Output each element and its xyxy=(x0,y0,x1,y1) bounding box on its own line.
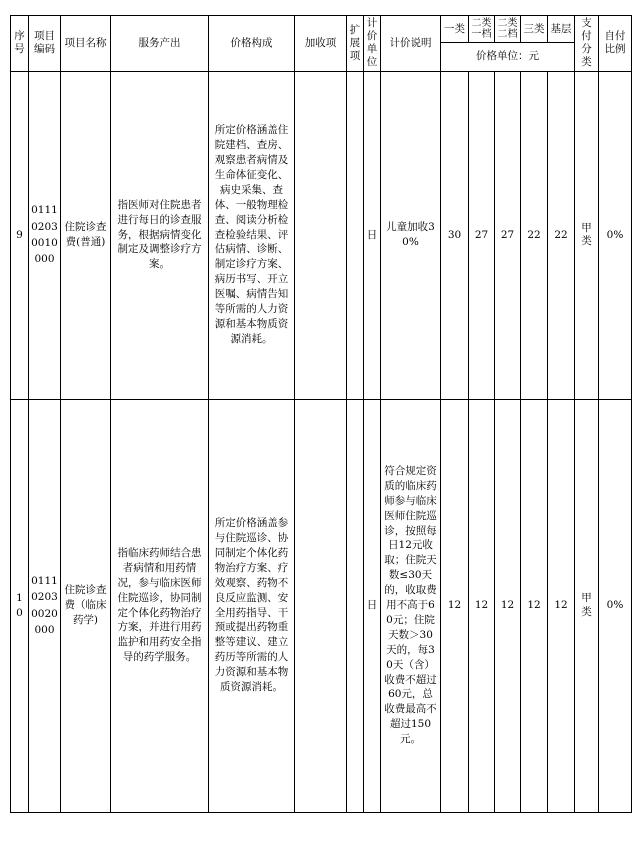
header-extension: 扩展项 xyxy=(347,16,364,72)
cell-extension xyxy=(347,71,364,399)
header-code: 项目编码 xyxy=(29,16,61,72)
header-class2-1: 二类一档 xyxy=(469,16,495,43)
cell-pay-class: 甲类 xyxy=(575,399,599,812)
header-name: 项目名称 xyxy=(61,16,111,72)
cell-self-pay: 0% xyxy=(599,399,632,812)
cell-grassroots: 12 xyxy=(548,399,575,812)
cell-service: 指医师对住院患者进行每日的诊查服务，根据病情变化制定及调整诊疗方案。 xyxy=(111,71,209,399)
cell-unit: 日 xyxy=(364,71,381,399)
header-row xyxy=(11,16,632,43)
cell-name: 住院诊查费（临床药学) xyxy=(61,399,111,812)
header-price-unit: 价格单位：元 xyxy=(441,43,575,71)
cell-seq: 9 xyxy=(11,71,29,399)
table-row xyxy=(11,399,632,812)
header-class2-2: 二类二档 xyxy=(495,16,521,43)
cell-price-composition: 所定价格涵盖住院建档、查房、观察患者病情及生命体征变化、病史采集、查体、一般物理检查、阅读分析检查检验结果、评估病情、诊断、制定诊疗方案、病历书写、开立医嘱、病情告知等所需的人力资源和基本物质资源消耗。 xyxy=(209,71,295,399)
cell-class3: 12 xyxy=(521,399,548,812)
cell-code: 011102030020000 xyxy=(29,399,61,812)
cell-grassroots: 22 xyxy=(548,71,575,399)
header-class1: 一类 xyxy=(441,16,469,43)
header-grassroots: 基层 xyxy=(548,16,575,43)
table-row xyxy=(11,71,632,399)
cell-surcharge xyxy=(295,399,347,812)
header-surcharge: 加收项 xyxy=(295,16,347,72)
header-price-composition: 价格构成 xyxy=(209,16,295,72)
cell-class2-1: 12 xyxy=(469,399,495,812)
cell-class2-1: 27 xyxy=(469,71,495,399)
cell-name: 住院诊查费(普通) xyxy=(61,71,111,399)
header-self-pay: 自付比例 xyxy=(599,16,632,72)
cell-self-pay: 0% xyxy=(599,71,632,399)
cell-surcharge xyxy=(295,71,347,399)
header-seq: 序号 xyxy=(11,16,29,72)
header-pay-class: 支付分类 xyxy=(575,16,599,72)
cell-note: 儿童加收30% xyxy=(381,71,441,399)
cell-class2-2: 12 xyxy=(495,399,521,812)
cell-code: 011102030010000 xyxy=(29,71,61,399)
cell-pay-class: 甲类 xyxy=(575,71,599,399)
cell-class2-2: 27 xyxy=(495,71,521,399)
cell-class1: 12 xyxy=(441,399,469,812)
price-table xyxy=(10,15,632,813)
header-class3: 三类 xyxy=(521,16,548,43)
cell-class1: 30 xyxy=(441,71,469,399)
header-service: 服务产出 xyxy=(111,16,209,72)
cell-extension xyxy=(347,399,364,812)
cell-note: 符合规定资质的临床药师参与临床医师住院巡诊，按照每日12元收取；住院天数≤30天的，收取费用不高于60元；住院天数＞30天的，每30天（含）收费不超过60元，总收费最高不超过150元。 xyxy=(381,399,441,812)
cell-unit: 日 xyxy=(364,399,381,812)
cell-service: 指临床药师结合患者病情和用药情况，参与临床医师住院巡诊，协同制定个体化药物治疗方案，并进行用药监护和用药安全指导的药学服务。 xyxy=(111,399,209,812)
header-unit: 计价单位 xyxy=(364,16,381,72)
cell-price-composition: 所定价格涵盖参与住院巡诊、协同制定个体化药物治疗方案、疗效观察、药物不良反应监测、安全用药指导、干预或提出药物重整等建议、建立药历等所需的人力资源和基本物质资源消耗。 xyxy=(209,399,295,812)
header-note: 计价说明 xyxy=(381,16,441,72)
cell-seq: 10 xyxy=(11,399,29,812)
cell-class3: 22 xyxy=(521,71,548,399)
